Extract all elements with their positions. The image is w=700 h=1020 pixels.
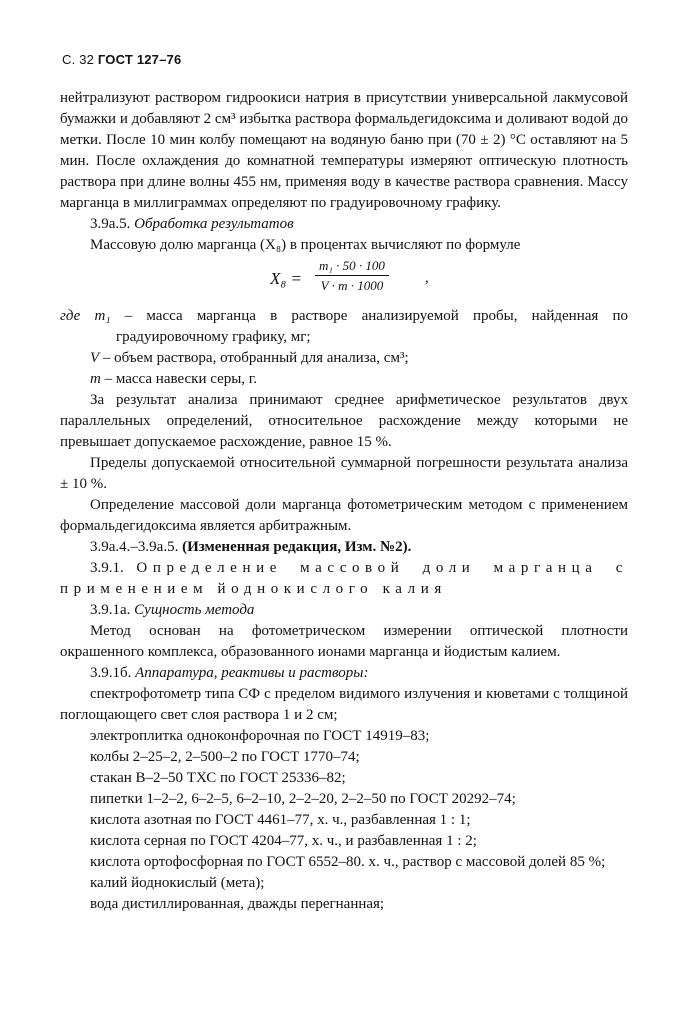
- formula-denominator: V · m · 1000: [320, 278, 384, 293]
- section-heading-3-9-1: [60, 558, 628, 600]
- section-title: Обработка результатов: [134, 216, 294, 232]
- list-item: вода дистиллированная, дважды перегнанная;: [90, 896, 385, 912]
- edit-note-text: (Измененная редакция, Изм. №2).: [182, 539, 412, 555]
- definition-text: масса марганца в растворе анализируемой пробы, найденная по градуировочному графику, мг;: [116, 308, 629, 345]
- definition-m: m – масса навески серы, г.: [90, 371, 258, 387]
- section-number: 3.9.1.: [90, 560, 124, 576]
- paragraph-formula-intro: Массовую долю марганца (X₈) в процентах вычисляют по формуле: [90, 237, 521, 253]
- page-header: [62, 52, 181, 67]
- paragraph-arbitration: Определение массовой доли марганца фотометрическим методом с применением формальдегидоксима является арбитражным.: [60, 497, 628, 534]
- definition-symbol: где m₁: [60, 308, 111, 324]
- document-id: ГОСТ 127–76: [97, 52, 182, 67]
- list-item: кислота ортофосфорная по ГОСТ 6552–80. х. ч., раствор с массовой долей 85 %;: [90, 854, 606, 870]
- paragraph-intro: нейтрализуют раствором гидроокиси натрия в присутствии универсальной лакмусовой бумажки и добавляют 2 см³ избытка раствора формальдегидоксима и доливают водой до метки. После 10 мин колбу помещают на водяную баню при (70 ± 2) °С оставляют на 5 мин. После охлаждения до комнатной температуры измеряют оптическую плотность раствора при длине волны 455 нм, применяя воду в качестве раствора сравнения. Массу марганца в миллиграммах определяют по градуировочному графику.: [60, 90, 628, 211]
- definition-m1: где m₁ – масса марганца в растворе анализируемой пробы, найденная по градуировочному графику, мг;: [60, 308, 629, 345]
- list-item: кислота серная по ГОСТ 4204–77, х. ч., и разбавленная 1 : 2;: [90, 833, 477, 849]
- list-item: электроплитка одноконфорочная по ГОСТ 14919–83;: [90, 728, 430, 744]
- section-number: 3.9а.5.: [90, 216, 131, 232]
- section-title: Аппаратура, реактивы и растворы:: [135, 665, 369, 681]
- list-item: стакан В–2–50 ТХС по ГОСТ 25336–82;: [90, 770, 346, 786]
- paragraph-result: За результат анализа принимают среднее арифметическое результатов двух параллельных определений, относительное расхождение между которыми не превышает допускаемое расхождение, равное 15 %.: [60, 392, 628, 450]
- list-item: калий йоднокислый (мета);: [90, 875, 265, 891]
- paragraph-limits: Пределы допускаемой относительной суммарной погрешности результата анализа ± 10 %.: [60, 455, 628, 492]
- formula-lhs: X₈ =: [270, 269, 303, 288]
- edit-range: 3.9а.4.–3.9а.5.: [90, 539, 179, 555]
- definition-symbol: m: [90, 371, 101, 387]
- paragraph-method: Метод основан на фотометрическом измерении оптической плотности окрашенного комплекса, образованного ионами марганца и йодистым калием.: [60, 623, 628, 660]
- section-heading-3-9-1b: [60, 663, 628, 684]
- definition-symbol: V: [90, 350, 100, 366]
- list-item: кислота азотная по ГОСТ 4461–77, х. ч., разбавленная 1 : 1;: [90, 812, 471, 828]
- page-body: [60, 88, 628, 915]
- edit-note: [60, 537, 628, 558]
- formula-numerator: m₁ · 50 · 100: [315, 258, 389, 276]
- list-item: колбы 2–25–2, 2–500–2 по ГОСТ 1770–74;: [90, 749, 360, 765]
- section-number: 3.9.1б.: [90, 665, 132, 681]
- formula-fraction: [315, 258, 389, 294]
- page-number: С. 32: [62, 52, 95, 67]
- formula: [60, 256, 628, 306]
- section-heading-3-9a-5: [60, 214, 628, 235]
- definition-v: V – объем раствора, отобранный для анализа, см³;: [90, 350, 409, 366]
- section-heading-3-9-1a: [60, 600, 628, 621]
- list-item: спектрофотометр типа СФ с пределом видимого излучения и кюветами с толщиной поглощающего свет слоя раствора 1 и 2 см;: [60, 686, 628, 723]
- definition-text: масса навески серы, г.: [115, 371, 258, 387]
- formula-tail: ,: [425, 270, 429, 286]
- list-item: пипетки 1–2–2, 6–2–5, 6–2–10, 2–2–20, 2–2–50 по ГОСТ 20292–74;: [90, 791, 516, 807]
- section-title: Определение массовой доли марганца с применением йоднокислого калия: [60, 560, 629, 597]
- definition-text: объем раствора, отобранный для анализа, см³;: [114, 350, 409, 366]
- section-title: Сущность метода: [134, 602, 255, 618]
- section-number: 3.9.1а.: [90, 602, 131, 618]
